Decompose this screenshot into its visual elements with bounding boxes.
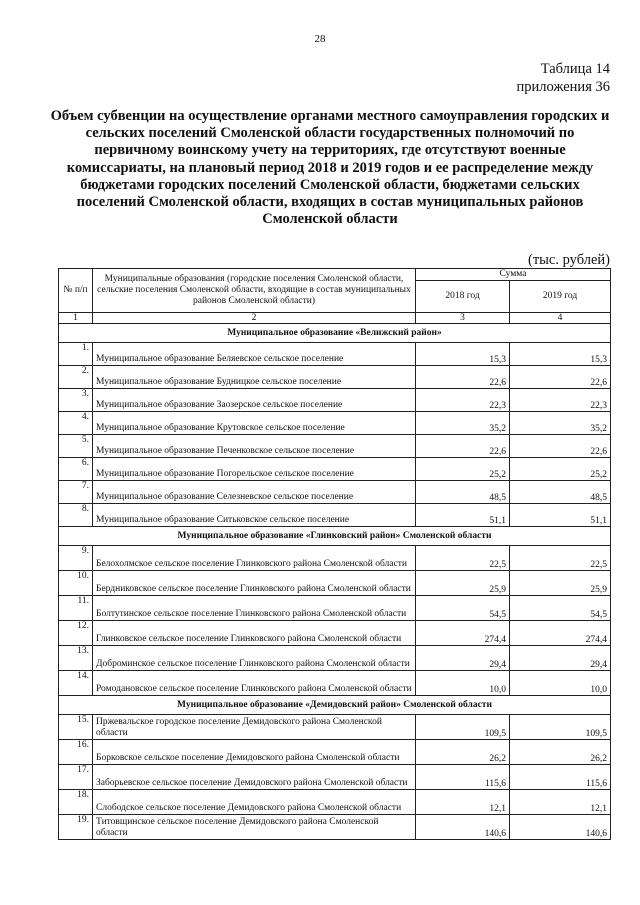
- value-2019: 26,2: [510, 740, 611, 765]
- table-row: [59, 481, 611, 504]
- table-row: [59, 571, 611, 596]
- table-row: [59, 765, 611, 790]
- table-reference: [517, 60, 610, 96]
- value-2019: 54,5: [510, 596, 611, 621]
- row-number: 15.: [59, 715, 93, 740]
- row-number: 13.: [59, 646, 93, 671]
- row-number: 4.: [59, 412, 93, 435]
- row-name: Муниципальное образование Печенковское сельское поселение: [93, 435, 416, 458]
- value-2018: 15,3: [416, 343, 510, 366]
- section-title: Муниципальное образование «Демидовский район» Смоленской области: [59, 696, 611, 715]
- row-number: 9.: [59, 546, 93, 571]
- value-2019: 12,1: [510, 790, 611, 815]
- header-2019: 2019 год: [510, 281, 611, 313]
- table-ref-line1: Таблица 14: [540, 61, 610, 77]
- value-2018: 35,2: [416, 412, 510, 435]
- row-name: Муниципальное образование Ситьковское сельское поселение: [93, 504, 416, 527]
- document-title: Объем субвенции на осуществление органами местного самоуправления городских и сельских поселений Смоленской области государственных полномочий по первичному воинскому учету на территориях, где отсутствуют военные комиссариаты, на плановый период 2018 и 2019 годов и ее распределение между бюджетами городских поселений Смоленской области, бюджетами сельских поселений Смоленской области, входящих в состав муниципальных районов Смоленской области: [50, 108, 610, 228]
- value-2018: 22,6: [416, 366, 510, 389]
- value-2018: 22,6: [416, 435, 510, 458]
- section-header-row: [59, 527, 611, 546]
- value-2018: 25,9: [416, 571, 510, 596]
- header-sum: Сумма: [416, 269, 611, 281]
- value-2018: 22,5: [416, 546, 510, 571]
- row-number: 1.: [59, 343, 93, 366]
- table-row: [59, 646, 611, 671]
- table-ref-line2: приложения 36: [516, 79, 610, 95]
- value-2018: 51,1: [416, 504, 510, 527]
- row-number: 18.: [59, 790, 93, 815]
- row-name: Муниципальное образование Будницкое сельское поселение: [93, 366, 416, 389]
- row-name: Муниципальное образование Крутовское сельское поселение: [93, 412, 416, 435]
- row-number: 6.: [59, 458, 93, 481]
- row-number: 12.: [59, 621, 93, 646]
- table-header: [59, 269, 611, 324]
- row-name: Ромодановское сельское поселение Глинковского района Смоленской области: [93, 671, 416, 696]
- row-number: 10.: [59, 571, 93, 596]
- table-row: [59, 790, 611, 815]
- value-2019: 22,3: [510, 389, 611, 412]
- units-label: (тыс. рублей): [528, 252, 610, 268]
- row-name: Доброминское сельское поселение Глинковского района Смоленской области: [93, 646, 416, 671]
- value-2019: 22,6: [510, 435, 611, 458]
- table-row: [59, 389, 611, 412]
- row-number: 3.: [59, 389, 93, 412]
- value-2018: 26,2: [416, 740, 510, 765]
- value-2018: 25,2: [416, 458, 510, 481]
- table-row: [59, 366, 611, 389]
- value-2018: 22,3: [416, 389, 510, 412]
- value-2018: 274,4: [416, 621, 510, 646]
- row-name: Заборьевское сельское поселение Демидовского района Смоленской области: [93, 765, 416, 790]
- header-2018: 2018 год: [416, 281, 510, 313]
- value-2019: 22,5: [510, 546, 611, 571]
- value-2019: 25,2: [510, 458, 611, 481]
- value-2018: 109,5: [416, 715, 510, 740]
- row-name: Титовщинское сельское поселение Демидовского района Смоленской области: [93, 815, 416, 840]
- header-num: № п/п: [59, 269, 93, 313]
- table-row: [59, 596, 611, 621]
- header-name: Муниципальные образования (городские поселения Смоленской области, сельские поселения Смоленской области, входящие в состав муниципальных районов Смоленской области): [93, 269, 416, 313]
- value-2019: 274,4: [510, 621, 611, 646]
- value-2018: 140,6: [416, 815, 510, 840]
- section-header-row: [59, 324, 611, 343]
- value-2018: 12,1: [416, 790, 510, 815]
- value-2018: 10,0: [416, 671, 510, 696]
- value-2019: 25,9: [510, 571, 611, 596]
- row-number: 2.: [59, 366, 93, 389]
- table-row: [59, 412, 611, 435]
- table-row: [59, 740, 611, 765]
- table-row: [59, 504, 611, 527]
- value-2019: 15,3: [510, 343, 611, 366]
- column-number-2: 2: [93, 313, 416, 324]
- value-2019: 109,5: [510, 715, 611, 740]
- section-title: Муниципальное образование «Велижский район»: [59, 324, 611, 343]
- value-2018: 54,5: [416, 596, 510, 621]
- column-number-3: 3: [416, 313, 510, 324]
- section-title: Муниципальное образование «Глинковский район» Смоленской области: [59, 527, 611, 546]
- value-2019: 51,1: [510, 504, 611, 527]
- section-header-row: [59, 696, 611, 715]
- table-row: [59, 458, 611, 481]
- value-2019: 22,6: [510, 366, 611, 389]
- row-name: Муниципальное образование Беляевское сельское поселение: [93, 343, 416, 366]
- row-number: 17.: [59, 765, 93, 790]
- table-row: [59, 815, 611, 840]
- row-number: 5.: [59, 435, 93, 458]
- value-2019: 10,0: [510, 671, 611, 696]
- column-number-4: 4: [510, 313, 611, 324]
- table-row: [59, 435, 611, 458]
- row-number: 7.: [59, 481, 93, 504]
- page-number: 28: [314, 33, 326, 45]
- row-name: Муниципальное образование Селезневское сельское поселение: [93, 481, 416, 504]
- value-2018: 115,6: [416, 765, 510, 790]
- table-row: [59, 671, 611, 696]
- value-2019: 48,5: [510, 481, 611, 504]
- row-number: 8.: [59, 504, 93, 527]
- row-name: Муниципальное образование Заозерское сельское поселение: [93, 389, 416, 412]
- row-number: 14.: [59, 671, 93, 696]
- value-2019: 35,2: [510, 412, 611, 435]
- row-name: Борковское сельское поселение Демидовского района Смоленской области: [93, 740, 416, 765]
- row-name: Слободское сельское поселение Демидовского района Смоленской области: [93, 790, 416, 815]
- table-row: [59, 621, 611, 646]
- table-row: [59, 343, 611, 366]
- value-2018: 29,4: [416, 646, 510, 671]
- row-number: 16.: [59, 740, 93, 765]
- table-row: [59, 715, 611, 740]
- row-name: Бердниковское сельское поселение Глинковского района Смоленской области: [93, 571, 416, 596]
- row-name: Болтутинское сельское поселение Глинковского района Смоленской области: [93, 596, 416, 621]
- value-2018: 48,5: [416, 481, 510, 504]
- row-number: 11.: [59, 596, 93, 621]
- subsidy-table: [58, 268, 611, 840]
- row-name: Белохолмское сельское поселение Глинковского района Смоленской области: [93, 546, 416, 571]
- row-name: Пржевальское городское поселение Демидовского района Смоленской области: [93, 715, 416, 740]
- value-2019: 29,4: [510, 646, 611, 671]
- value-2019: 140,6: [510, 815, 611, 840]
- row-name: Глинковское сельское поселение Глинковского района Смоленской области: [93, 621, 416, 646]
- row-name: Муниципальное образование Погорельское сельское поселение: [93, 458, 416, 481]
- row-number: 19.: [59, 815, 93, 840]
- column-number-1: 1: [59, 313, 93, 324]
- value-2019: 115,6: [510, 765, 611, 790]
- table-row: [59, 546, 611, 571]
- table-body: [59, 324, 611, 840]
